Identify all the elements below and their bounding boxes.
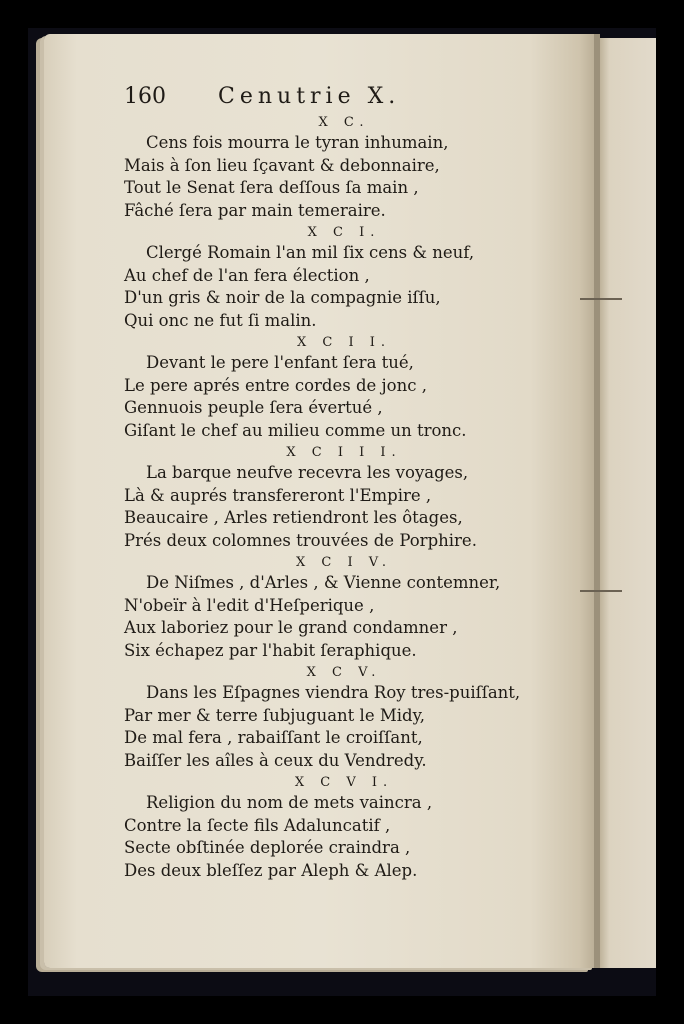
quatrain-number: X C V I. [294,775,394,790]
page-header [124,84,524,114]
verse-line: Gennuois peuple ſera évertué , [124,398,383,417]
quatrain [124,444,544,552]
verse-line: De Niſmes , d'Arles , & Vienne contemner, [146,573,501,592]
page-number: 160 [124,84,166,109]
verse-line: Devant le pere l'enfant ſera tué, [146,353,414,372]
verse-line: Giſant le chef au milieu comme un tronc. [124,420,467,440]
verse-line: Dans les Eſpagnes viendra Roy tres-puiſſant, [146,683,521,702]
page-text [124,112,544,882]
quatrain-number: X C I. [307,225,381,240]
book-gutter [594,34,600,968]
quatrain [124,554,544,662]
verse-line: Mais à ſon lieu ſçavant & debonnaire, [124,155,440,175]
right-page-edge [598,38,656,968]
binding-thread [580,298,622,300]
quatrain-number: X C V. [306,665,382,680]
verse-line: Clergé Romain l'an mil ſix cens & neuf, [146,243,475,262]
quatrain-number: X C I I I. [286,445,402,460]
verse-line: N'obeïr à l'edit d'Heſperique , [124,595,375,615]
running-title: Cenutrie X. [218,84,401,109]
verse-line: Religion du nom de mets vaincra , [146,793,433,812]
verse-line: Le pere aprés entre cordes de jonc , [124,375,427,395]
verse-line: Qui onc ne fut ſi malin. [124,310,317,330]
verse-line: Beaucaire , Arles retiendront les ôtages, [124,508,463,527]
quatrain-number: X C. [318,115,370,130]
verse-line: Baiſſer les aîles à ceux du Vendredy. [124,750,427,770]
verse-line: Secte obſtinée deplorée craindra , [124,838,411,857]
verse-line: Prés deux colomnes trouvées de Porphire. [124,530,477,550]
verse-line: D'un gris & noir de la compagnie iſſu, [124,288,441,307]
quatrain [124,664,544,772]
quatrain [124,774,544,882]
verse-line: Fâché ſera par main temeraire. [124,200,386,220]
verse-line: Six échapez par l'habit ſeraphique. [124,640,417,660]
verse-line: Tout le Senat ſera deſſous ſa main , [124,178,419,197]
verse-line: Cens fois mourra le tyran inhumain, [146,133,449,152]
verse-line: Des deux bleſſez par Aleph & Alep. [124,860,418,880]
verse-line: Aux laboriez pour le grand condamner , [124,618,458,637]
verse-line: Là & auprés transfereront l'Empire , [124,485,432,505]
verse-line: De mal fera , rabaiſſant le croiſſant, [124,728,423,747]
quatrain-number: X C I V. [296,555,392,570]
verse-line: Par mer & terre ſubjuguant le Midy, [124,705,425,725]
verse-line: Au chef de l'an fera élection , [124,265,370,285]
quatrain-number: X C I I. [296,335,391,350]
verse-line: Contre la ſecte fils Adaluncatif , [124,815,391,835]
quatrain [124,334,544,442]
quatrain [124,224,544,332]
quatrain [124,114,544,222]
verse-line: La barque neufve recevra les voyages, [146,463,469,482]
binding-thread [580,590,622,592]
